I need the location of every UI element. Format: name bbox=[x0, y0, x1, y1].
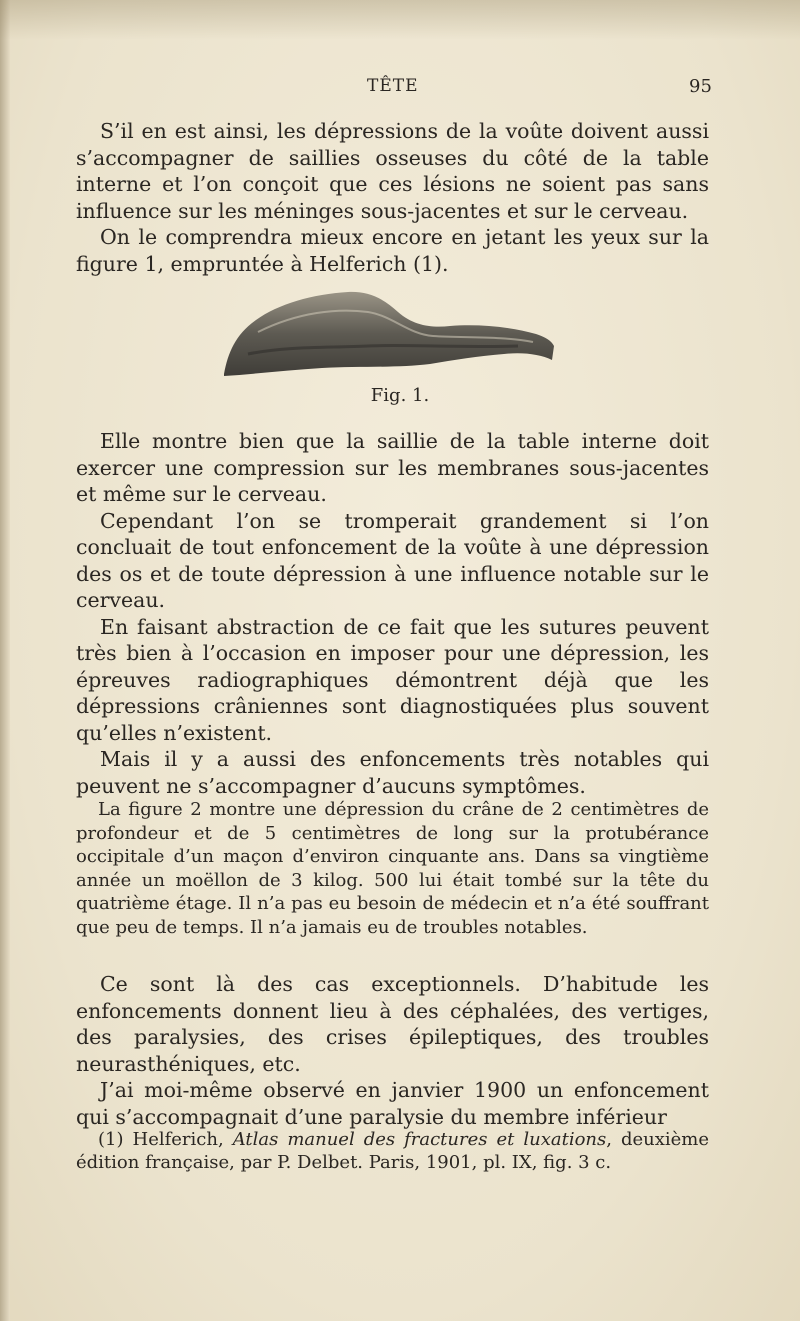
paragraph: Mais il y a aussi des enfoncements très notables qui peuvent ne s’accompagner d’aucuns symptômes. bbox=[76, 747, 709, 798]
footnote-title: Atlas manuel des fractures et luxations bbox=[232, 1129, 607, 1150]
paragraph: Elle montre bien que la saillie de la table interne doit exercer une compression sur les membranes sous-jacentes et même sur le cerveau. bbox=[76, 429, 709, 506]
figure-1-image bbox=[218, 282, 558, 382]
paragraph: S’il en est ainsi, les dépressions de la voûte doivent aussi s’accompagner de saillies osseuses du côté de la table interne et l’on conçoit que ces lésions ne soient pas sans influence sur les méninges sous-jacentes et sur le cerveau. bbox=[76, 119, 709, 223]
footnote bbox=[76, 1128, 709, 1174]
footnote-marker: (1) bbox=[98, 1129, 124, 1150]
page-number: 95 bbox=[689, 76, 712, 97]
bone-shape bbox=[224, 292, 554, 376]
page-header bbox=[0, 76, 800, 104]
running-head: TÊTE bbox=[367, 76, 419, 96]
paragraph: On le comprendra mieux encore en jetant les yeux sur la figure 1, empruntée à Helferich (1). bbox=[76, 225, 709, 276]
paragraph: Ce sont là des cas exceptionnels. D’habitude les enfoncements donnent lieu à des céphalées, des vertiges, des paralysies, des crises épileptiques, des troubles neurasthéniques, etc. bbox=[76, 972, 709, 1076]
text-block-top bbox=[76, 118, 709, 277]
text-block-middle bbox=[76, 428, 709, 799]
paragraph: J’ai moi-même observé en janvier 1900 un enfoncement qui s’accompagnait d’une paralysie du membre inférieur bbox=[76, 1078, 709, 1129]
paragraph: En faisant abstraction de ce fait que les sutures peuvent très bien à l’occasion en imposer pour une dépression, les épreuves radiographiques démontrent déjà que les dépressions crâniennes sont diagnostiquées plus souvent qu’elles n’existent. bbox=[76, 614, 709, 745]
footnote-paragraph bbox=[76, 1128, 709, 1174]
footnote-author: Helferich, bbox=[132, 1129, 224, 1150]
page-top-shadow bbox=[0, 0, 800, 40]
text-block-bottom bbox=[76, 971, 709, 1130]
figure-caption: Fig. 1. bbox=[370, 385, 430, 406]
page-binding-edge bbox=[0, 0, 10, 1321]
small-print-note bbox=[76, 798, 709, 939]
paragraph: Cependant l’on se tromperait grandement si l’on concluait de tout enfoncement de la voûte à une dépression des os et de toute dépression à une influence notable sur le cerveau. bbox=[76, 508, 709, 612]
footnote-details: , deuxième édition française, par P. Delbet. Paris, 1901, pl. IX, fig. 3 c. bbox=[76, 1129, 710, 1173]
skull-bone-section-illustration bbox=[218, 282, 558, 382]
note-paragraph: La figure 2 montre une dépression du crâne de 2 centimètres de profondeur et de 5 centimètres de long sur la protubérance occipitale d’un maçon d’environ cinquante ans. Dans sa vingtième année un moëllon de 3 kilog. 500 lui était tombé sur la tête du quatrième étage. Il n’a pas eu besoin de médecin et n’a été souffrant que peu de temps. Il n’a jamais eu de troubles notables. bbox=[76, 799, 709, 938]
